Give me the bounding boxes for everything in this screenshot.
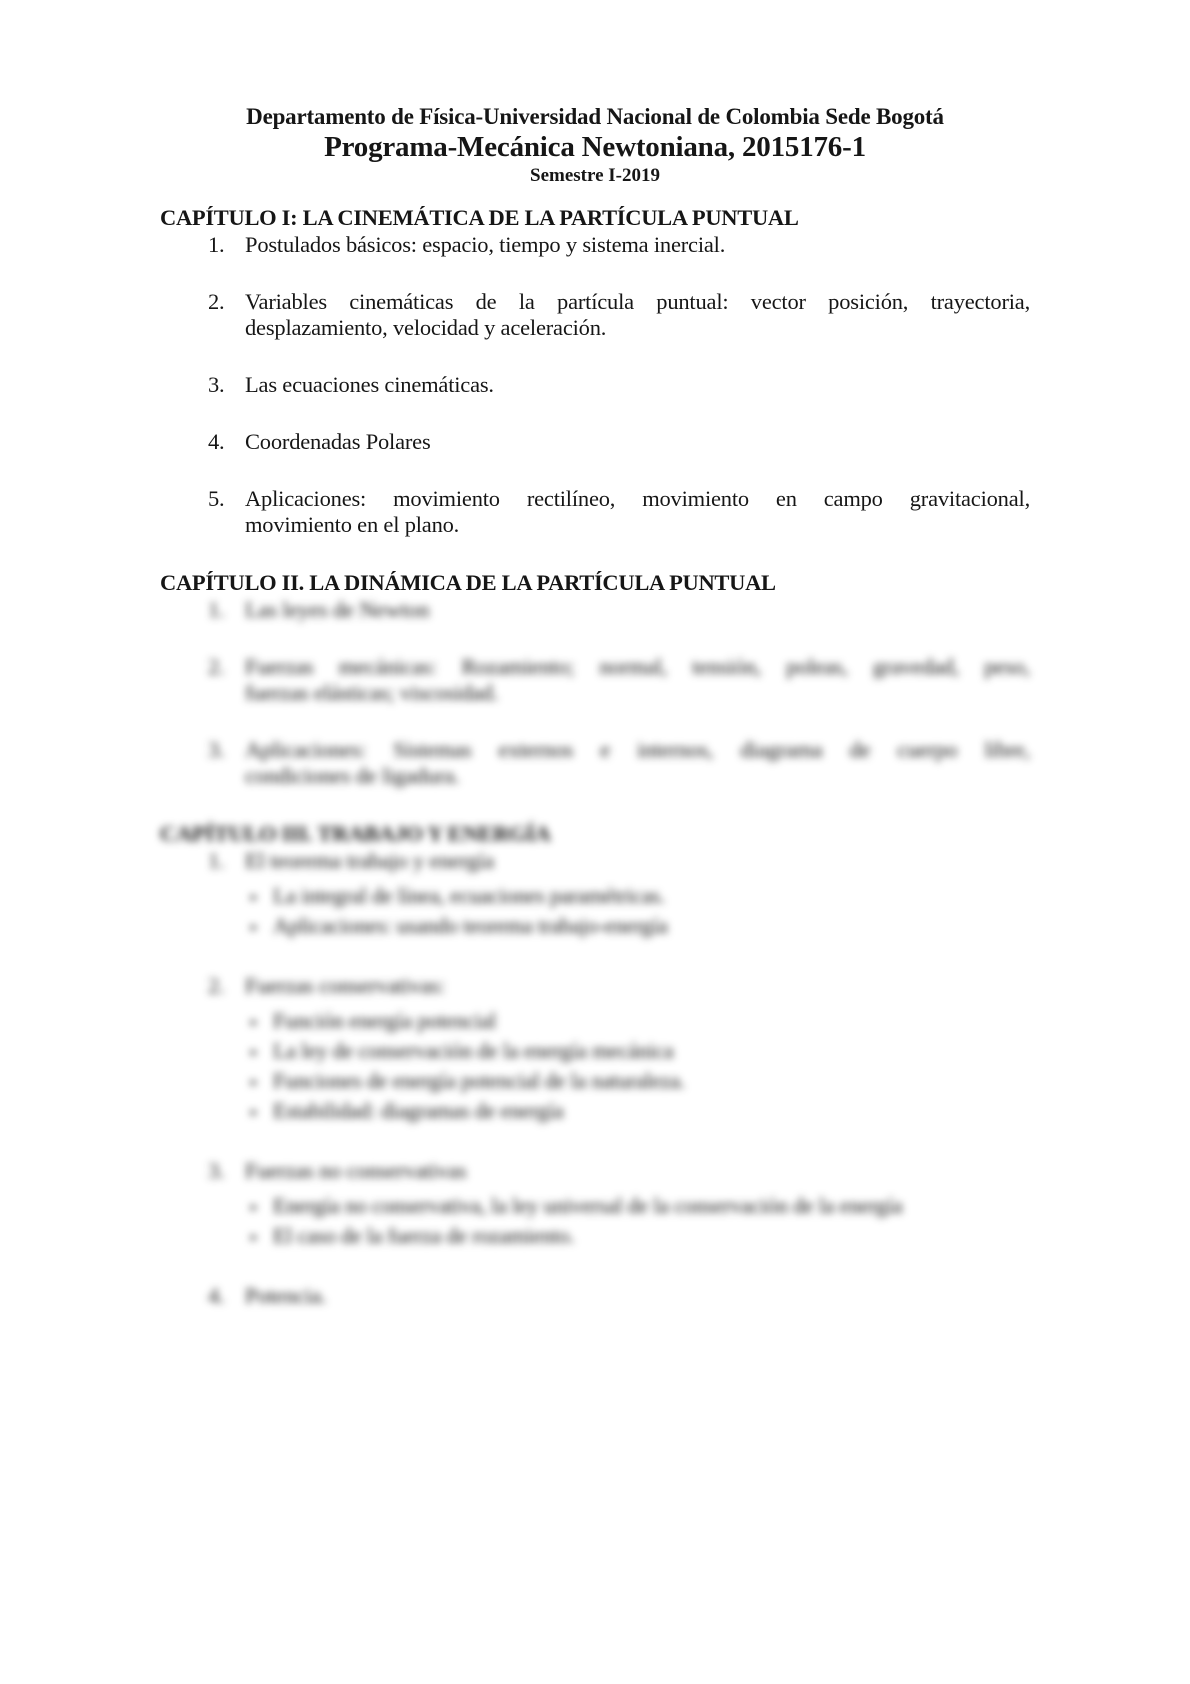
chapter-title: CAPÍTULO III. TRABAJO Y ENERGÍA: [160, 821, 551, 846]
sub-item: [251, 1067, 1030, 1097]
arrow-bullet-icon: ▸: [251, 1045, 258, 1060]
sub-item-text: Estabilidad: diagramas de energía: [273, 1098, 564, 1123]
sub-item-list: [245, 1192, 1030, 1252]
chapter-title: CAPÍTULO II. LA DINÁMICA DE LA PARTÍCULA PUNTUAL: [160, 570, 776, 595]
sub-item-text: El caso de la fuerza de rozamiento.: [273, 1223, 575, 1248]
item-text-line: Las leyes de Newton: [245, 597, 430, 622]
list-item: [160, 429, 1030, 455]
sub-item: [251, 1037, 1030, 1067]
sub-item-text: Funciones de energía potencial de la naturaleza.: [273, 1068, 686, 1093]
item-number: 4.: [208, 1283, 225, 1308]
sub-item: [251, 1007, 1030, 1037]
arrow-bullet-icon: ▸: [251, 1075, 258, 1090]
arrow-bullet-icon: ▸: [251, 1230, 258, 1245]
sub-item-text: Energía no conservativa, la ley universal de la conservación de la energía: [273, 1193, 903, 1218]
item-text-line: Coordenadas Polares: [245, 429, 431, 454]
arrow-bullet-icon: ▸: [251, 1200, 258, 1215]
sub-item: [251, 912, 1030, 942]
item-number: 3.: [208, 1158, 225, 1183]
arrow-bullet-icon: ▸: [251, 1105, 258, 1120]
chapters-container: [160, 204, 1030, 1309]
item-number: 2.: [208, 973, 225, 998]
item-text-line: Potencia.: [245, 1283, 327, 1308]
document-header: [160, 104, 1030, 188]
item-number: 3.: [208, 737, 225, 762]
list-item: [160, 372, 1030, 398]
chapter-item-list: [160, 232, 1030, 538]
list-item: [160, 654, 1030, 706]
item-text-line: El teorema trabajo y energía: [245, 848, 494, 873]
header-semester: Semestre I-2019: [530, 165, 660, 186]
sub-item: [251, 1222, 1030, 1252]
chapter-item-list: [160, 597, 1030, 789]
sub-item: [251, 1097, 1030, 1127]
list-item: [160, 973, 1030, 1127]
item-text-line: Fuerzas no conservativas: [245, 1158, 467, 1183]
sub-item-text: Función energía potencial: [273, 1008, 497, 1033]
item-text-line: Fuerzas conservativas:: [245, 973, 445, 998]
arrow-bullet-icon: ▸: [251, 1015, 258, 1030]
item-number: 1.: [208, 848, 225, 873]
sub-item-list: [245, 882, 1030, 942]
item-number: 1.: [208, 597, 225, 622]
item-text-line: movimiento en el plano.: [245, 512, 460, 537]
chapter-item-list: [160, 848, 1030, 1309]
chapter-section: [160, 204, 1030, 538]
item-number: 5.: [208, 486, 225, 511]
item-number: 2.: [208, 654, 225, 679]
arrow-bullet-icon: ▸: [251, 920, 258, 935]
sub-item-text: La ley de conservación de la energía mecánica: [273, 1038, 674, 1063]
sub-item-text: Aplicaciones: usando teorema trabajo-energía: [273, 913, 668, 938]
item-text-line: Fuerzas mecánicas: Rozamiento; normal, tensión, poleas, gravedad, peso,: [245, 654, 1030, 679]
item-text-line: fuerzas elásticas; viscosidad.: [245, 680, 499, 705]
list-item: [160, 289, 1030, 341]
item-number: 3.: [208, 372, 225, 397]
item-number: 1.: [208, 232, 225, 257]
list-item: [160, 737, 1030, 789]
chapter-section: [160, 820, 1030, 1309]
sub-item: [251, 882, 1030, 912]
list-item: [160, 232, 1030, 258]
header-department: Departamento de Física-Universidad Nacional de Colombia Sede Bogotá: [246, 104, 944, 129]
item-text-line: Variables cinemáticas de la partícula puntual: vector posición, trayectoria,: [245, 289, 1030, 314]
sub-item-list: [245, 1007, 1030, 1127]
item-text-line: Postulados básicos: espacio, tiempo y sistema inercial.: [245, 232, 726, 257]
chapter-section: [160, 569, 1030, 789]
header-program-title: Programa-Mecánica Newtoniana, 2015176-1: [324, 131, 866, 163]
item-number: 2.: [208, 289, 225, 314]
item-text-line: Aplicaciones: movimiento rectilíneo, movimiento en campo gravitacional,: [245, 486, 1030, 511]
item-text-line: Las ecuaciones cinemáticas.: [245, 372, 494, 397]
chapter-title: CAPÍTULO I: LA CINEMÁTICA DE LA PARTÍCULA PUNTUAL: [160, 205, 799, 230]
list-item: [160, 1283, 1030, 1309]
arrow-bullet-icon: ▸: [251, 890, 258, 905]
item-text-line: desplazamiento, velocidad y aceleración.: [245, 315, 607, 340]
item-text-line: condiciones de ligadura.: [245, 763, 460, 788]
list-item: [160, 486, 1030, 538]
item-text-line: Aplicaciones: Sistemas externos e internos, diagrama de cuerpo libre,: [245, 737, 1030, 762]
list-item: [160, 1158, 1030, 1252]
list-item: [160, 848, 1030, 942]
list-item: [160, 597, 1030, 623]
sub-item: [251, 1192, 1030, 1222]
sub-item-text: La integral de línea, ecuaciones paramétricas.: [273, 883, 666, 908]
item-number: 4.: [208, 429, 225, 454]
